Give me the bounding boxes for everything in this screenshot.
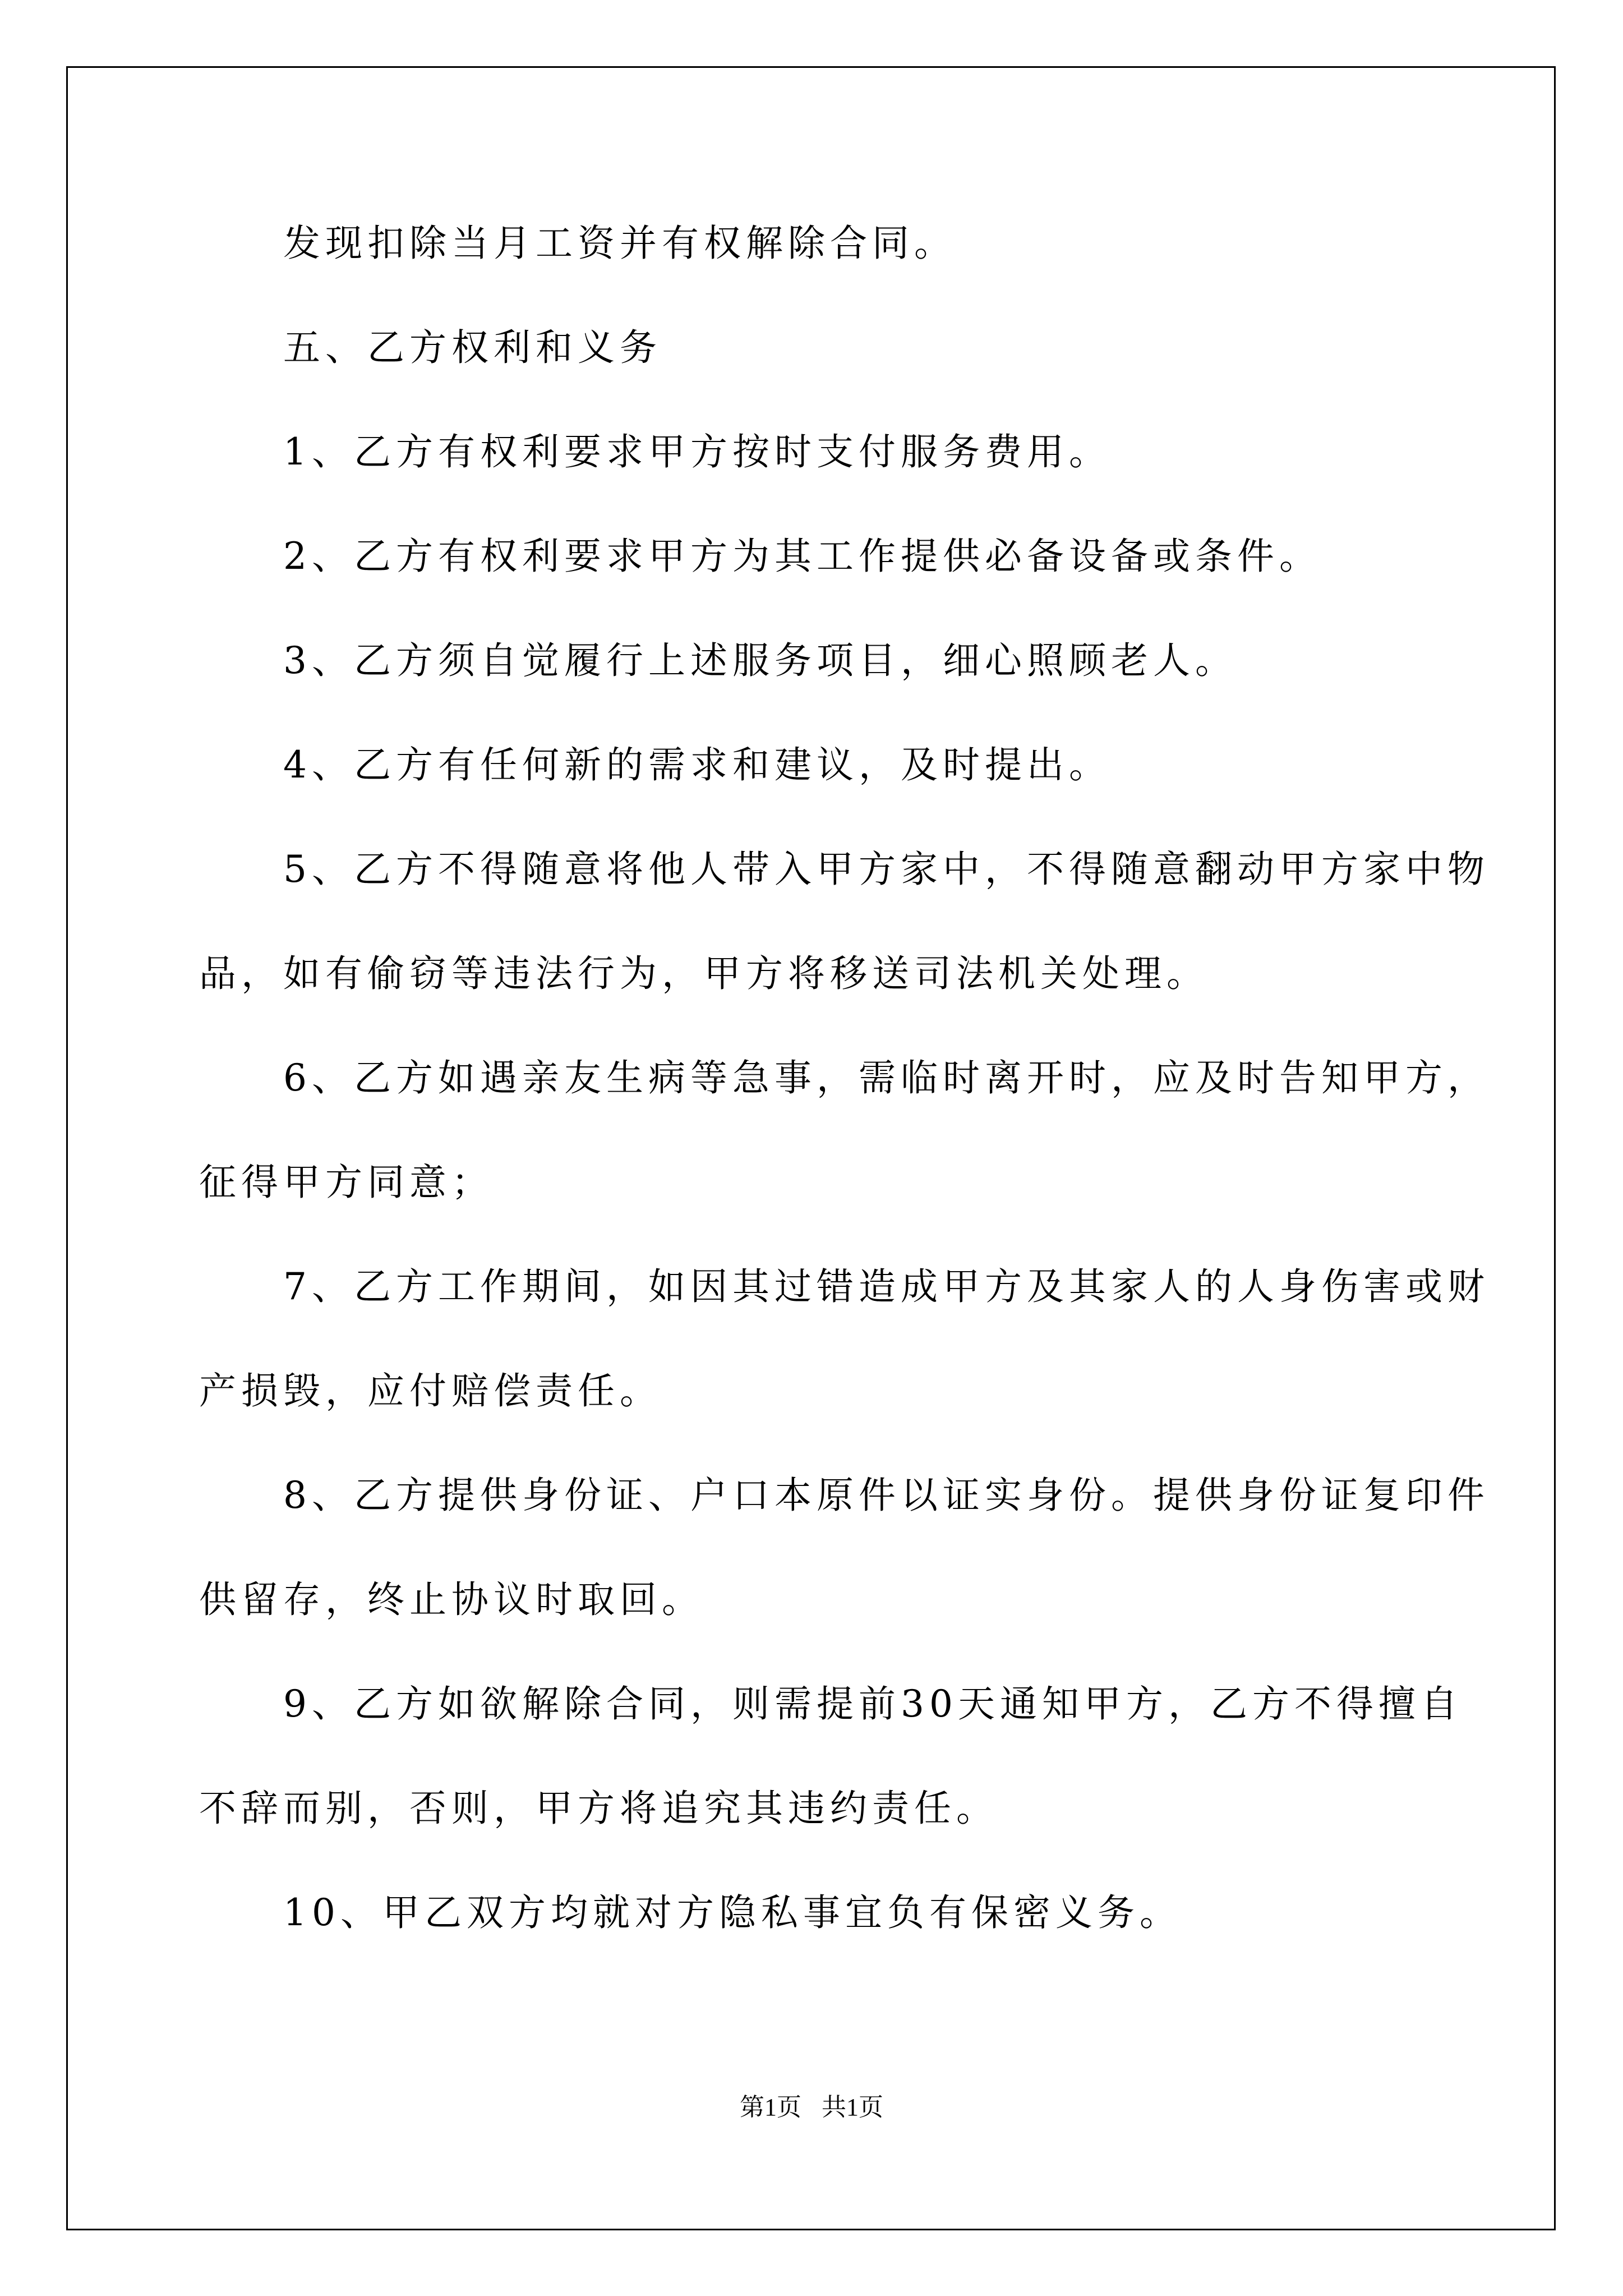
section-heading: 五、乙方权利和义务 — [283, 326, 662, 369]
page-current: 第1页 — [740, 2093, 801, 2121]
clause-8-line-1: 8、乙方提供身份证、户口本原件以证实身份。提供身份证复印件 — [283, 1474, 1490, 1517]
page-total: 共1页 — [822, 2093, 883, 2121]
clause-9-line-1: 9、乙方如欲解除合同，则需提前30天通知甲方，乙方不得擅自 — [283, 1682, 1463, 1726]
paragraph-line: 发现扣除当月工资并有权解除合同。 — [283, 222, 956, 265]
clause-8-line-2: 供留存，终止协议时取回。 — [199, 1578, 704, 1621]
page-footer — [0, 2087, 1623, 2123]
clause-6-line-1: 6、乙方如遇亲友生病等急事，需临时离开时，应及时告知甲方， — [283, 1056, 1490, 1099]
clause-1: 1、乙方有权利要求甲方按时支付服务费用。 — [283, 430, 1111, 473]
clause-7-line-1: 7、乙方工作期间，如因其过错造成甲方及其家人的人身伤害或财 — [283, 1265, 1490, 1308]
clause-10: 10、甲乙双方均就对方隐私事宜负有保密义务。 — [283, 1891, 1182, 1934]
clause-5-line-1: 5、乙方不得随意将他人带入甲方家中，不得随意翻动甲方家中物 — [283, 848, 1490, 891]
clause-4: 4、乙方有任何新的需求和建议，及时提出。 — [283, 743, 1111, 786]
clause-9-line-2: 不辞而别，否则，甲方将追究其违约责任。 — [199, 1787, 998, 1830]
clause-7-line-2: 产损毁，应付赔偿责任。 — [199, 1369, 662, 1412]
clause-2: 2、乙方有权利要求甲方为其工作提供必备设备或条件。 — [283, 535, 1321, 578]
clause-6-line-2: 征得甲方同意； — [199, 1161, 494, 1204]
clause-3: 3、乙方须自觉履行上述服务项目，细心照顾老人。 — [283, 639, 1237, 682]
clause-5-line-2: 品，如有偷窃等违法行为，甲方将移送司法机关处理。 — [199, 952, 1209, 995]
